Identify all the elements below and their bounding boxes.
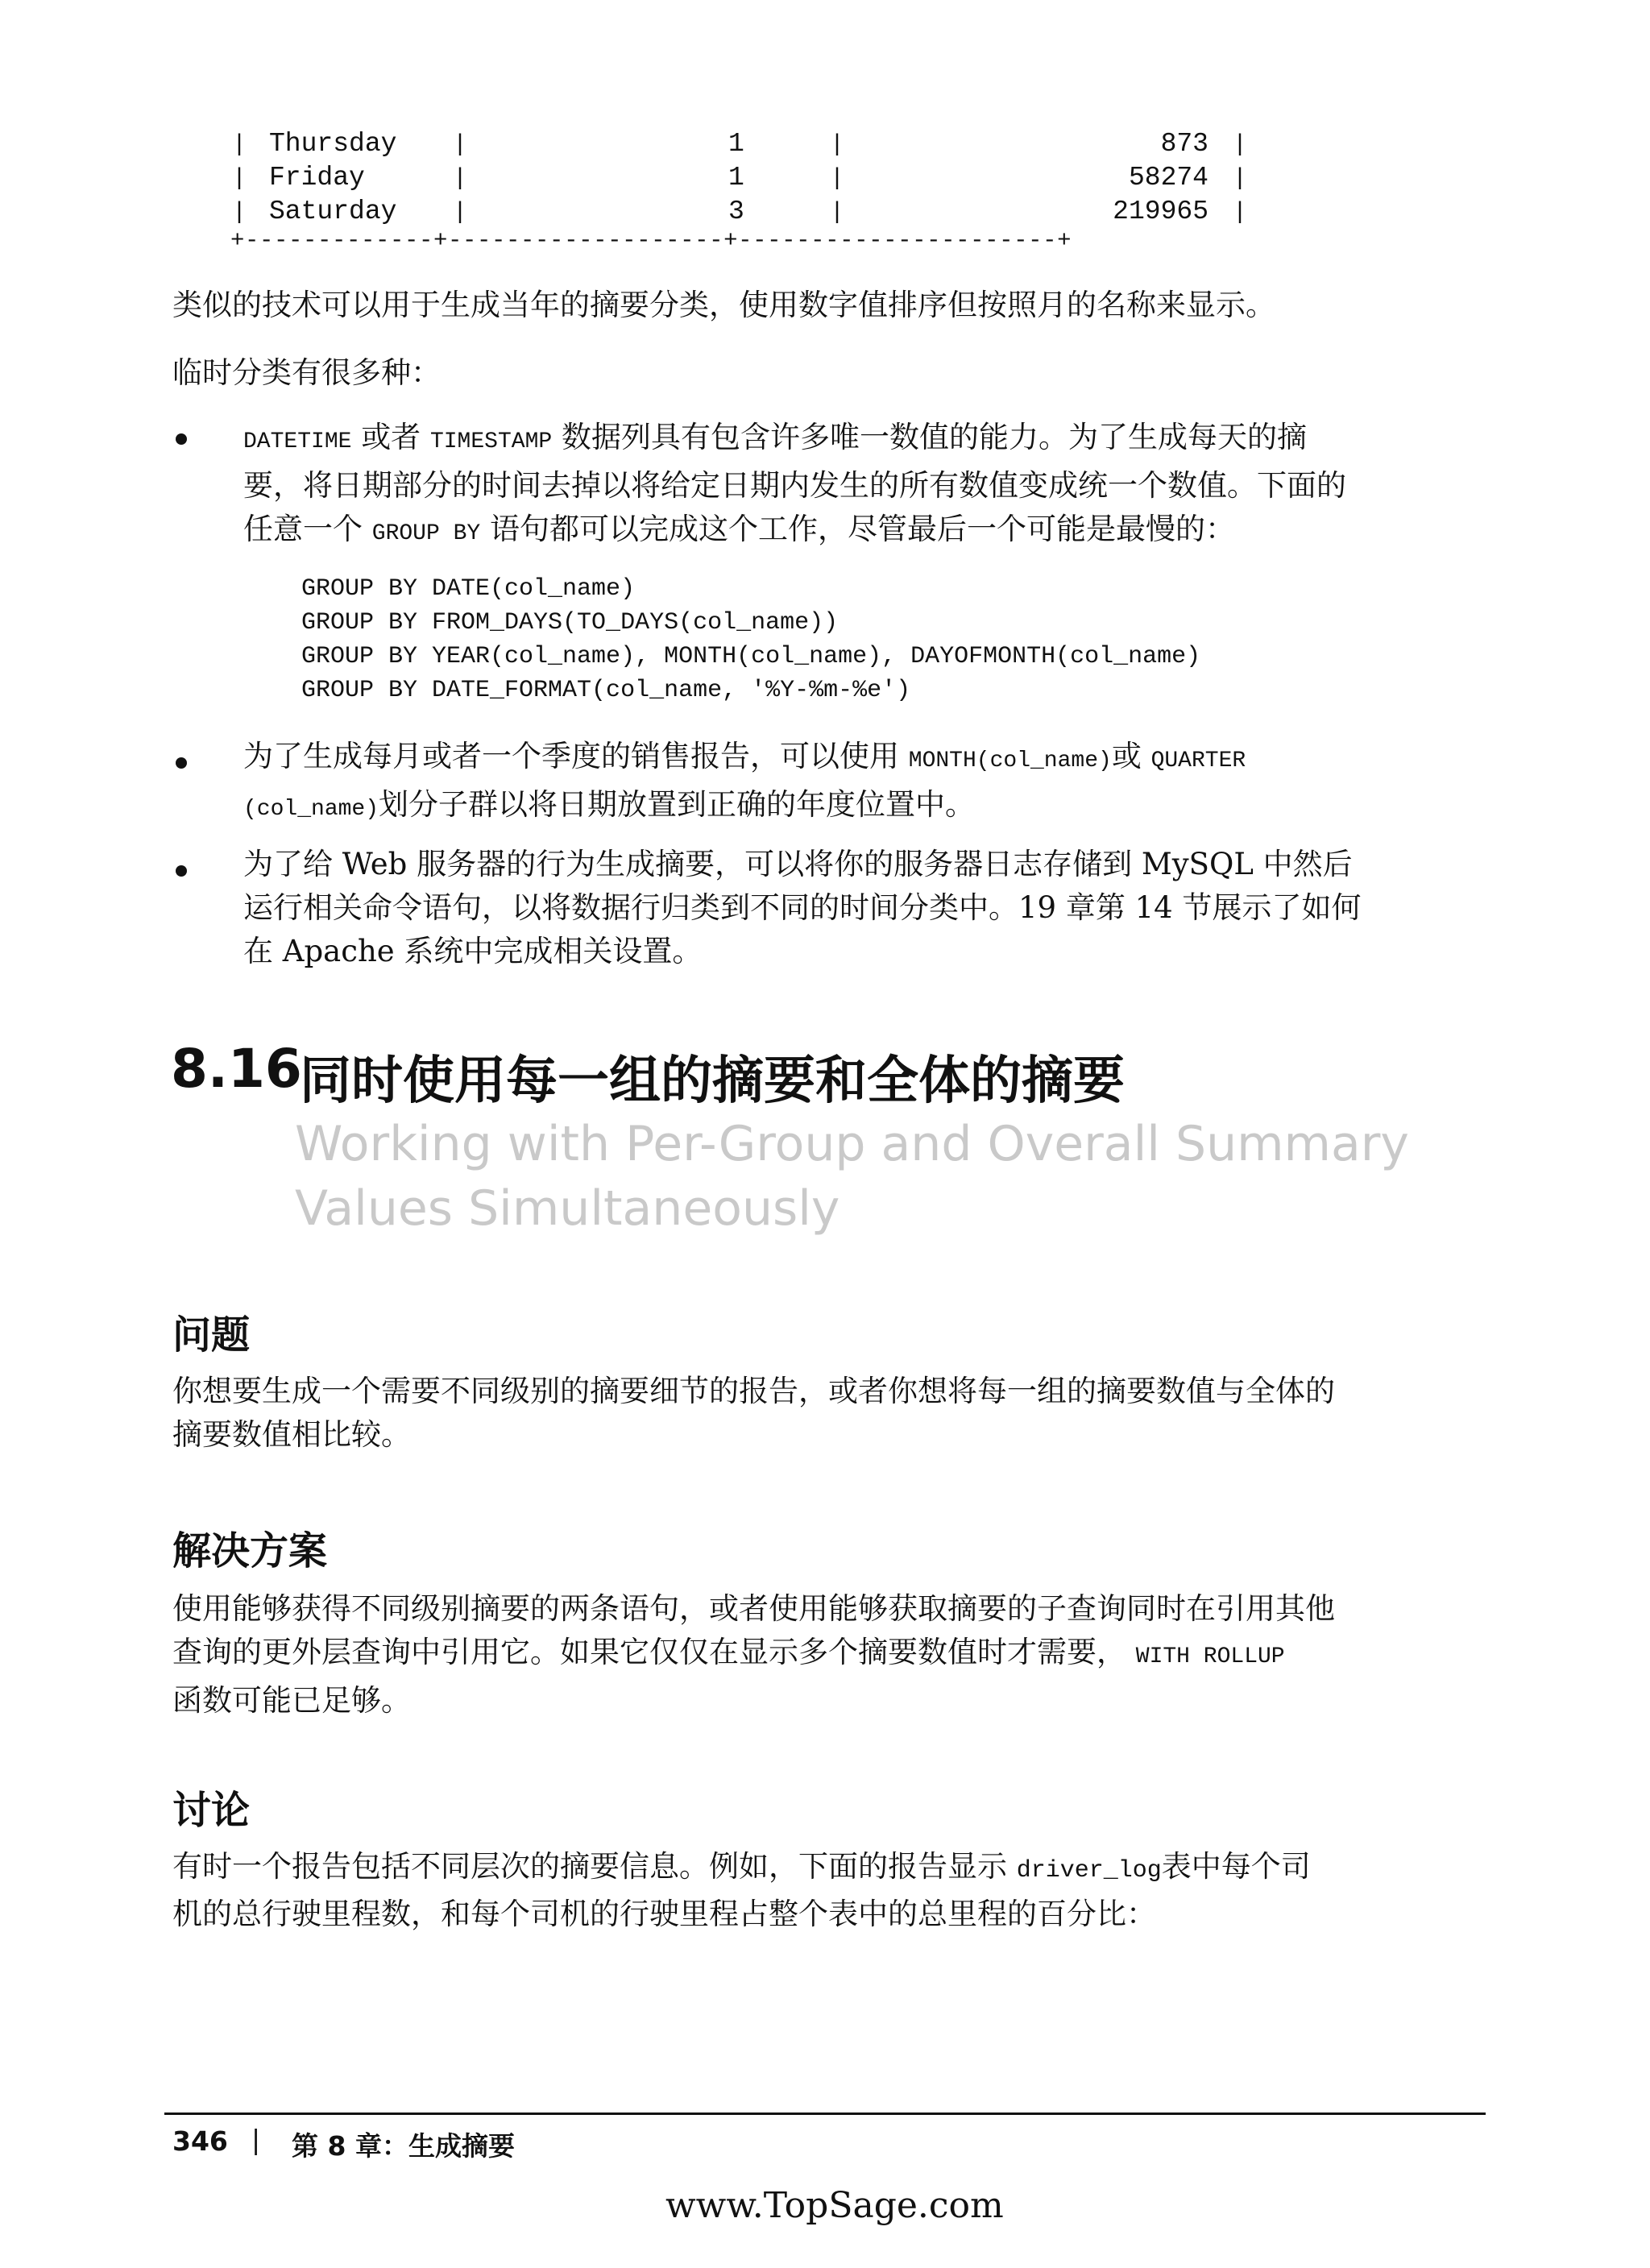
code-line: GROUP BY YEAR(col_name), MONTH(col_name), DAYOFMONTH(col_name) <box>301 643 1201 670</box>
table-pipe: | <box>232 199 247 226</box>
section-number: 8.16 <box>171 1038 302 1100</box>
solution-line: 查询的更外层查询中引用它。如果它仅仅在显示多个摘要数值时才需要， <box>172 1635 1126 1669</box>
bullet-datetime <box>243 416 1468 556</box>
problem-heading: 问题 <box>172 1312 251 1358</box>
bullet-dot <box>176 865 187 877</box>
footer-rule <box>164 2113 1486 2115</box>
solution-text <box>172 1587 1335 1723</box>
table-cell-count: 1 <box>728 129 744 159</box>
bullet2-text: 为了生成每月或者一个季度的销售报告，可以使用 <box>243 739 899 773</box>
code-block-group-by <box>301 572 1200 707</box>
table-cell-day: Saturday <box>269 197 397 226</box>
table-cell-value: 219965 <box>1113 197 1208 226</box>
discussion-text <box>172 1845 1311 1936</box>
problem-line: 你想要生成一个需要不同级别的摘要细节的报告，或者你想将每一组的摘要数值与全体的 <box>172 1374 1335 1408</box>
table-pipe: | <box>453 165 468 193</box>
discussion-line: 机的总行驶里程数，和每个司机的行驶里程占整个表中的总里程的百分比： <box>172 1897 1156 1931</box>
solution-heading: 解决方案 <box>172 1528 328 1574</box>
footer-separator: | <box>251 2124 261 2155</box>
problem-text <box>172 1370 1335 1457</box>
bullet2-text: 或 <box>1111 739 1142 773</box>
bullet-dot <box>176 433 187 445</box>
page-number: 346 <box>172 2125 228 2157</box>
table-cell-count: 1 <box>728 163 744 193</box>
table-cell-day: Friday <box>269 163 365 193</box>
bullet-monthly-report <box>243 735 1468 831</box>
kw-quarter: QUARTER <box>1150 748 1246 773</box>
bullet3-text: 运行相关命令语句，以将数据行归类到不同的时间分类中。19 章第 14 节展示了如何 <box>243 890 1362 925</box>
bullet-dot <box>176 757 187 769</box>
kw-timestamp: TIMESTAMP <box>429 429 553 454</box>
table-bottom-border: +-------------+-------------------+----------------------+ <box>230 227 1072 254</box>
table-cell-value: 58274 <box>1128 163 1208 193</box>
kw-driver-log: driver_log <box>1016 1857 1162 1884</box>
table-cell-day: Thursday <box>269 129 397 159</box>
kw-with-rollup: WITH ROLLUP <box>1135 1644 1285 1669</box>
kw-datetime: DATETIME <box>243 429 352 454</box>
code-line: GROUP BY DATE(col_name) <box>301 575 636 603</box>
discussion-heading: 讨论 <box>172 1788 251 1833</box>
section-title: 同时使用每一组的摘要和全体的摘要 <box>300 1051 1125 1111</box>
table-pipe: | <box>830 165 845 193</box>
kw-col-name: (col_name) <box>243 797 379 822</box>
table-pipe: | <box>232 165 247 193</box>
table-pipe: | <box>453 131 468 159</box>
solution-line: 使用能够获得不同级别摘要的两条语句，或者使用能够获取摘要的子查询同时在引用其他 <box>172 1591 1335 1626</box>
table-pipe: | <box>1233 165 1248 193</box>
bullet1-text: 语句都可以完成这个工作，尽管最后一个可能是最慢的： <box>489 512 1235 546</box>
table-pipe: | <box>1233 199 1248 226</box>
section-subtitle-line: Values Simultaneously <box>295 1180 840 1237</box>
para-temp-categories: 临时分类有很多种： <box>172 355 441 390</box>
bullet3-text: 在 Apache 系统中完成相关设置。 <box>243 934 703 968</box>
table-pipe: | <box>1233 131 1248 159</box>
chapter-label: 第 8 章：生成摘要 <box>292 2130 515 2162</box>
bullet1-text: 要，将日期部分的时间去掉以将给定日期内发生的所有数值变成统一个数值。下面的 <box>243 468 1346 503</box>
table-pipe: | <box>830 131 845 159</box>
solution-line: 函数可能已足够。 <box>172 1683 411 1718</box>
site-url: www.TopSage.com <box>665 2185 1004 2226</box>
discussion-line: 表中每个司 <box>1161 1849 1311 1884</box>
bullet1-text: 任意一个 <box>243 512 363 546</box>
code-line: GROUP BY FROM_DAYS(TO_DAYS(col_name)) <box>301 609 839 636</box>
section-subtitle-line: Working with Per-Group and Overall Summary <box>295 1116 1409 1172</box>
problem-line: 摘要数值相比较。 <box>172 1417 411 1452</box>
table-pipe: | <box>453 199 468 226</box>
discussion-line: 有时一个报告包括不同层次的摘要信息。例如，下面的报告显示 <box>172 1849 1007 1884</box>
table-cell-count: 3 <box>728 197 744 226</box>
code-line: GROUP BY DATE_FORMAT(col_name, '%Y-%m-%e') <box>301 677 911 704</box>
bullet2-text: 划分子群以将日期放置到正确的年度位置中。 <box>379 787 976 822</box>
kw-month: MONTH(col_name) <box>908 748 1112 773</box>
bullet-web-server <box>243 843 1468 973</box>
section-subtitle-en <box>295 1112 1409 1241</box>
bullet1-text: 或者 <box>361 420 421 454</box>
table-pipe: | <box>232 131 247 159</box>
table-cell-value: 873 <box>1160 129 1208 159</box>
kw-group-by: GROUP BY <box>371 521 481 546</box>
bullet3-text: 为了给 Web 服务器的行为生成摘要，可以将你的服务器日志存储到 MySQL 中然后 <box>243 847 1353 881</box>
para-similar: 类似的技术可以用于生成当年的摘要分类，使用数字值排序但按照月的名称来显示。 <box>172 288 1275 322</box>
table-pipe: | <box>830 199 845 226</box>
bullet1-text: 数据列具有包含许多唯一数值的能力。为了生成每天的摘 <box>561 420 1307 454</box>
